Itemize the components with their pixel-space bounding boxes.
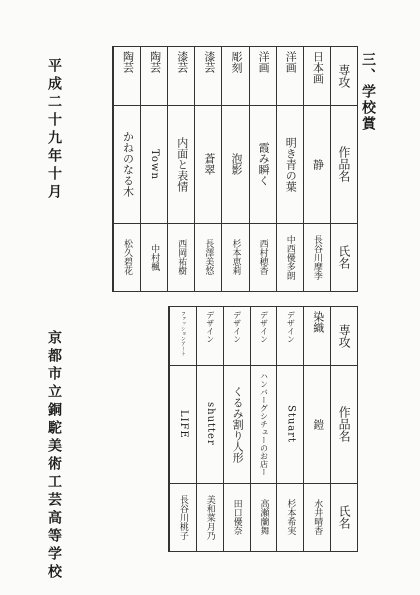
work-cell: [197, 369, 224, 479]
name-cell: [224, 487, 251, 547]
header-label: 作品名: [336, 146, 351, 182]
table-column: [303, 47, 331, 291]
work-cell: [141, 109, 168, 219]
major-cell: [251, 311, 278, 361]
major-cell: [114, 51, 141, 101]
table-column: [169, 307, 197, 551]
table-column: [140, 47, 168, 291]
school-name: 京都市立銅駝美術工芸高等学校: [46, 330, 62, 582]
name-text: 長谷川桃子: [177, 494, 188, 540]
award-table-bottom: [168, 306, 358, 552]
major-text: デザイン: [205, 311, 215, 343]
award-table-top: [112, 46, 358, 292]
name-text: 田口優奈: [231, 499, 242, 535]
name-text: 長谷川摩季: [311, 234, 322, 280]
document-date: 平成二十九年十月: [46, 58, 62, 202]
header-column: [330, 47, 358, 291]
major-cell: [170, 311, 197, 361]
work-text: Town: [149, 148, 161, 180]
table-column: [276, 47, 304, 291]
major-cell: [304, 311, 331, 361]
table-column: [221, 47, 249, 291]
major-cell: [224, 311, 251, 361]
work-text: LIFE: [177, 409, 189, 439]
header-label: 専攻: [337, 324, 352, 348]
work-cell: [250, 109, 277, 219]
header-work: [331, 369, 358, 479]
table-column: [303, 307, 331, 551]
major-cell: [250, 51, 277, 101]
major-cell: [222, 51, 249, 101]
major-text: 彫刻: [229, 51, 243, 73]
major-cell: [304, 51, 331, 101]
name-cell: [141, 227, 168, 287]
major-text: ファッションアート: [179, 311, 186, 356]
major-text: 陶芸: [121, 51, 135, 73]
major-text: デザイン: [232, 311, 242, 343]
work-text: 霞み瞬く: [257, 142, 271, 186]
name-text: 長澤美悠: [203, 239, 214, 275]
table-column: [194, 47, 222, 291]
work-cell: [222, 109, 249, 219]
work-cell: [304, 109, 331, 219]
work-cell: [277, 109, 304, 219]
table-column: [249, 47, 277, 291]
major-text: 洋画: [284, 51, 298, 73]
work-text: shutter: [204, 402, 216, 446]
work-cell: [114, 109, 141, 219]
header-major: [331, 51, 358, 101]
work-cell: [304, 369, 331, 479]
work-text: かねのなる木: [121, 131, 135, 197]
name-text: 高瀬蘭舞: [258, 499, 269, 535]
table-column: [113, 47, 141, 291]
work-cell: [251, 369, 278, 479]
header-label: 氏名: [337, 505, 352, 529]
major-text: デザイン: [259, 311, 269, 343]
section-title: 三、学校賞: [360, 52, 376, 132]
name-text: 水井晴香: [312, 499, 323, 535]
name-cell: [277, 227, 304, 287]
header-major: [331, 311, 358, 361]
table-column: [250, 307, 278, 551]
major-cell: [141, 51, 168, 101]
work-text: 内面と表情: [175, 136, 189, 192]
major-text: デザイン: [286, 311, 296, 343]
work-text: 鎧: [311, 418, 325, 430]
name-cell: [251, 487, 278, 547]
name-text: 美和菜月乃: [204, 494, 215, 540]
table-column: [223, 307, 251, 551]
name-text: 松久碧花: [122, 239, 133, 275]
name-cell: [304, 487, 331, 547]
name-text: 杉本希実: [285, 499, 296, 535]
major-cell: [195, 51, 222, 101]
name-cell: [195, 227, 222, 287]
work-cell: [170, 369, 197, 479]
name-text: 杉本恵莉: [230, 239, 241, 275]
name-cell: [114, 227, 141, 287]
major-text: 日本画: [311, 51, 325, 84]
name-cell: [277, 487, 304, 547]
name-cell: [197, 487, 224, 547]
work-cell: [224, 369, 251, 479]
name-text: 西村穂香: [257, 239, 268, 275]
major-cell: [197, 311, 224, 361]
name-cell: [222, 227, 249, 287]
name-text: 中村楓: [149, 243, 160, 271]
major-text: 洋画: [257, 51, 271, 73]
work-text: 蒼翠: [202, 153, 216, 175]
work-text: 明き青の葉: [284, 136, 298, 192]
header-column: [330, 307, 358, 551]
name-cell: [250, 227, 277, 287]
major-cell: [168, 51, 195, 101]
work-cell: [168, 109, 195, 219]
name-text: 中西優多朗: [284, 234, 295, 280]
major-text: 染織: [311, 311, 325, 333]
table-column: [167, 47, 195, 291]
major-text: 漆芸: [175, 51, 189, 73]
header-label: 氏名: [336, 245, 351, 269]
name-cell: [168, 227, 195, 287]
name-cell: [170, 487, 197, 547]
name-text: 西岡祐樹: [176, 239, 187, 275]
header-name: [331, 487, 358, 547]
work-text: 泡影: [229, 153, 243, 175]
header-label: 専攻: [336, 64, 351, 88]
work-text: ハンバーグシチューのお店ー: [259, 372, 269, 476]
header-label: 作品名: [337, 406, 352, 442]
work-text: くるみ割り人形: [231, 385, 245, 463]
work-cell: [195, 109, 222, 219]
major-cell: [277, 311, 304, 361]
work-text: 静: [311, 158, 325, 170]
header-name: [331, 227, 358, 287]
major-text: 陶芸: [148, 51, 162, 73]
table-column: [196, 307, 224, 551]
header-work: [331, 109, 358, 219]
major-cell: [277, 51, 304, 101]
major-text: 漆芸: [202, 51, 216, 73]
work-text: Stuart: [285, 404, 297, 444]
name-cell: [304, 227, 331, 287]
table-column: [276, 307, 304, 551]
work-cell: [277, 369, 304, 479]
